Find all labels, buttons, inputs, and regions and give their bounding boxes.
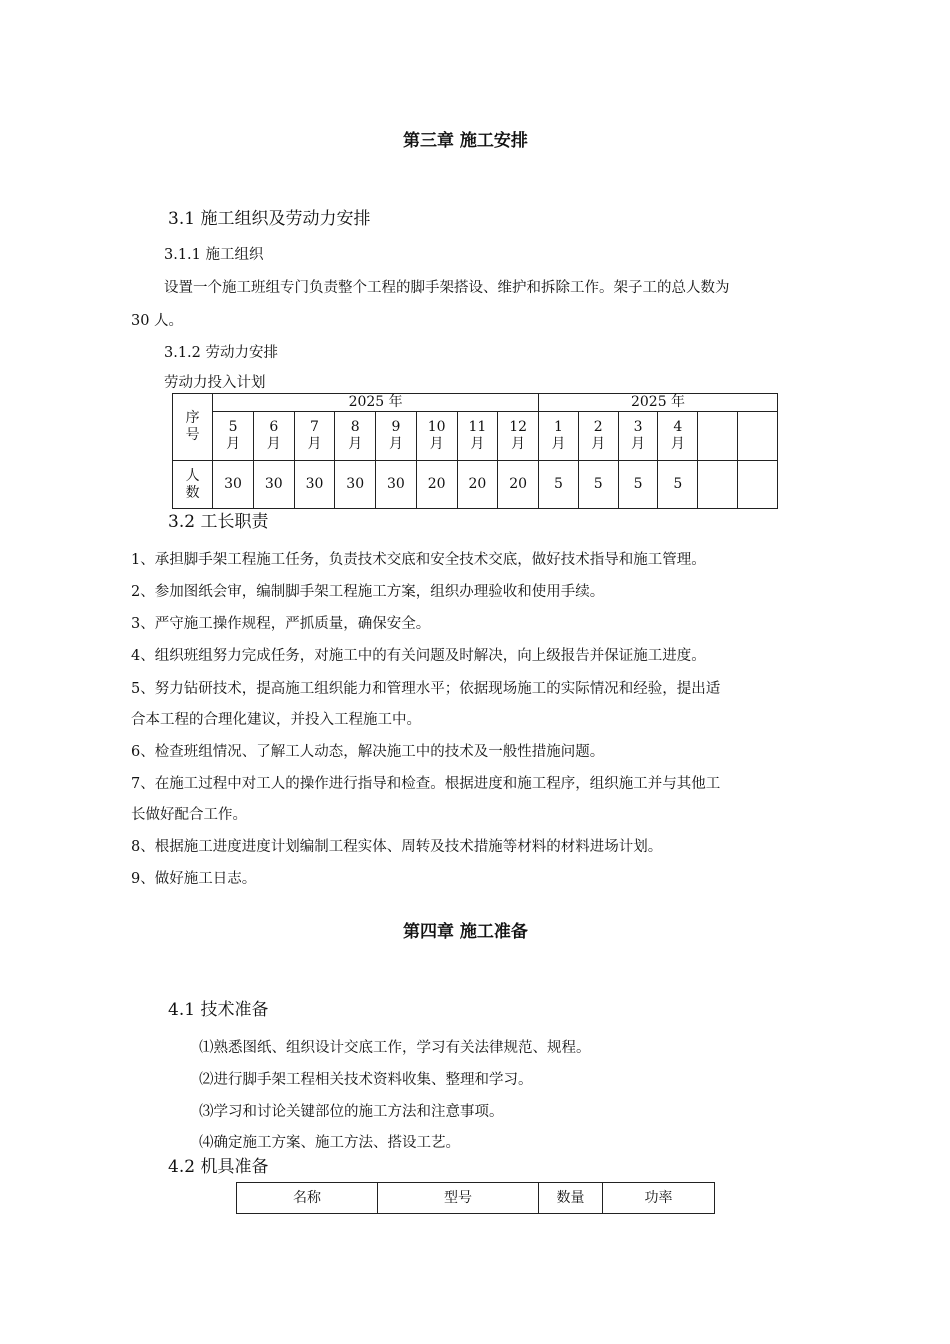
duty-item: 6、检查班组情况、了解工人动态，解决施工中的技术及一般性措施问题。 (131, 744, 605, 760)
month-cell (294, 412, 335, 461)
month-cell (578, 412, 618, 461)
section-4-2-heading: 4.2 机具准备 (168, 1157, 269, 1177)
section-4-1-heading: 4.1 技术准备 (168, 1000, 269, 1020)
month-cell (335, 412, 376, 461)
month-cell (539, 412, 579, 461)
tech-prep-item: ⑷确定施工方案、施工方法、搭设工艺。 (199, 1135, 460, 1151)
table-cell-text: 3 (633, 419, 643, 435)
duty-item: 7、在施工过程中对工人的操作进行指导和检查。根据进度和施工程序，组织施工并与其他工 (131, 776, 721, 792)
table-cell-text: 月 (591, 436, 606, 452)
month-cell (457, 412, 498, 461)
section-3-1-1-heading: 3.1.1 施工组织 (164, 247, 264, 263)
duty-item: 8、根据施工进度进度计划编制工程实体、周转及技术措施等材料的材料进场计划。 (131, 839, 663, 855)
count-cell: 20 (498, 461, 539, 509)
table-cell-text: 8 (350, 419, 360, 435)
duty-item: 长做好配合工作。 (131, 807, 247, 823)
table-cell-text: 号 (185, 427, 200, 443)
count-cell: 5 (658, 461, 698, 509)
chapter-3-title: 第三章 施工安排 (403, 131, 528, 151)
count-cell: 30 (376, 461, 417, 509)
row-header-cell (173, 461, 213, 509)
tech-prep-item: ⑶学习和讨论关键部位的施工方法和注意事项。 (199, 1104, 504, 1120)
year-header-cell: 2025 年 (539, 394, 778, 412)
tech-prep-item: ⑵进行脚手架工程相关技术资料收集、整理和学习。 (199, 1072, 533, 1088)
month-cell (698, 412, 738, 461)
count-cell: 30 (213, 461, 254, 509)
column-header: 型号 (378, 1183, 539, 1214)
table-cell-text: 月 (348, 436, 363, 452)
section-3-2-heading: 3.2 工长职责 (168, 512, 269, 532)
table-header-row (237, 1183, 715, 1214)
month-cell (498, 412, 539, 461)
row-header-cell (173, 394, 213, 461)
duty-item: 9、做好施工日志。 (131, 871, 257, 887)
month-cell (253, 412, 294, 461)
table-cell-text: 数 (185, 484, 200, 501)
tech-prep-item: ⑴熟悉图纸、组织设计交底工作，学习有关法律规范、规程。 (199, 1040, 591, 1056)
duty-item: 4、组织班组努力完成任务，对施工中的有关问题及时解决，向上级报告并保证施工进度。 (131, 648, 706, 664)
section-3-1-2-heading: 3.1.2 劳动力安排 (164, 345, 279, 361)
labor-plan-table (172, 393, 778, 509)
table-cell-text: 月 (429, 436, 444, 452)
table-row (173, 461, 778, 509)
count-cell (698, 461, 738, 509)
table-row (173, 394, 778, 412)
duty-item: 2、参加图纸会审，编制脚手架工程施工方案，组织办理验收和使用手续。 (131, 584, 605, 600)
table-cell-text: 6 (269, 419, 279, 435)
table-cell-text: 月 (470, 436, 485, 452)
paragraph-3-1-1-line-2: 30 人。 (131, 313, 184, 329)
count-cell (738, 461, 778, 509)
table-cell-text: 月 (670, 436, 685, 452)
column-header: 名称 (237, 1183, 378, 1214)
table-cell-text: 1 (553, 419, 563, 435)
count-cell: 5 (618, 461, 658, 509)
duty-item: 5、努力钻研技术，提高施工组织能力和管理水平；依据现场施工的实际情况和经验，提出适 (131, 681, 721, 697)
month-cell (376, 412, 417, 461)
table-cell-text: 5 (228, 419, 238, 435)
table-row (173, 412, 778, 461)
equipment-table (236, 1182, 715, 1214)
count-cell: 5 (539, 461, 579, 509)
count-cell: 20 (457, 461, 498, 509)
table-cell-text: 人 (185, 467, 200, 484)
year-header-cell: 2025 年 (213, 394, 539, 412)
table-cell-text: 10 (427, 419, 446, 435)
count-cell: 30 (294, 461, 335, 509)
month-cell (618, 412, 658, 461)
month-cell (213, 412, 254, 461)
duty-item: 合本工程的合理化建议，并投入工程施工中。 (131, 712, 421, 728)
table-cell-text: 月 (511, 436, 526, 452)
month-cell (658, 412, 698, 461)
labor-table-caption: 劳动力投入计划 (164, 375, 266, 391)
table-cell-text: 9 (391, 419, 401, 435)
duty-item: 3、严守施工操作规程，严抓质量，确保安全。 (131, 616, 431, 632)
table-cell-text: 12 (509, 419, 528, 435)
table-cell-text: 2 (593, 419, 603, 435)
table-cell-text: 4 (673, 419, 683, 435)
count-cell: 30 (253, 461, 294, 509)
month-cell (416, 412, 457, 461)
count-cell: 30 (335, 461, 376, 509)
table-cell-text: 11 (468, 419, 487, 435)
table-cell-text: 月 (307, 436, 322, 452)
table-cell-text: 月 (226, 436, 241, 452)
table-cell-text: 月 (551, 436, 566, 452)
paragraph-3-1-1-line-1: 设置一个施工班组专门负责整个工程的脚手架搭设、维护和拆除工作。架子工的总人数为 (164, 280, 730, 296)
count-cell: 5 (578, 461, 618, 509)
table-cell-text: 月 (388, 436, 403, 452)
table-cell-text: 7 (310, 419, 319, 435)
table-cell-text: 月 (631, 436, 646, 452)
section-3-1-heading: 3.1 施工组织及劳动力安排 (168, 209, 371, 229)
count-cell: 20 (416, 461, 457, 509)
column-header: 功率 (603, 1183, 715, 1214)
month-cell (738, 412, 778, 461)
column-header: 数量 (539, 1183, 603, 1214)
duty-item: 1、承担脚手架工程施工任务，负责技术交底和安全技术交底，做好技术指导和施工管理。 (131, 552, 706, 568)
table-cell-text: 月 (266, 436, 281, 452)
table-cell-text: 序 (185, 410, 200, 426)
chapter-4-title: 第四章 施工准备 (403, 922, 528, 942)
